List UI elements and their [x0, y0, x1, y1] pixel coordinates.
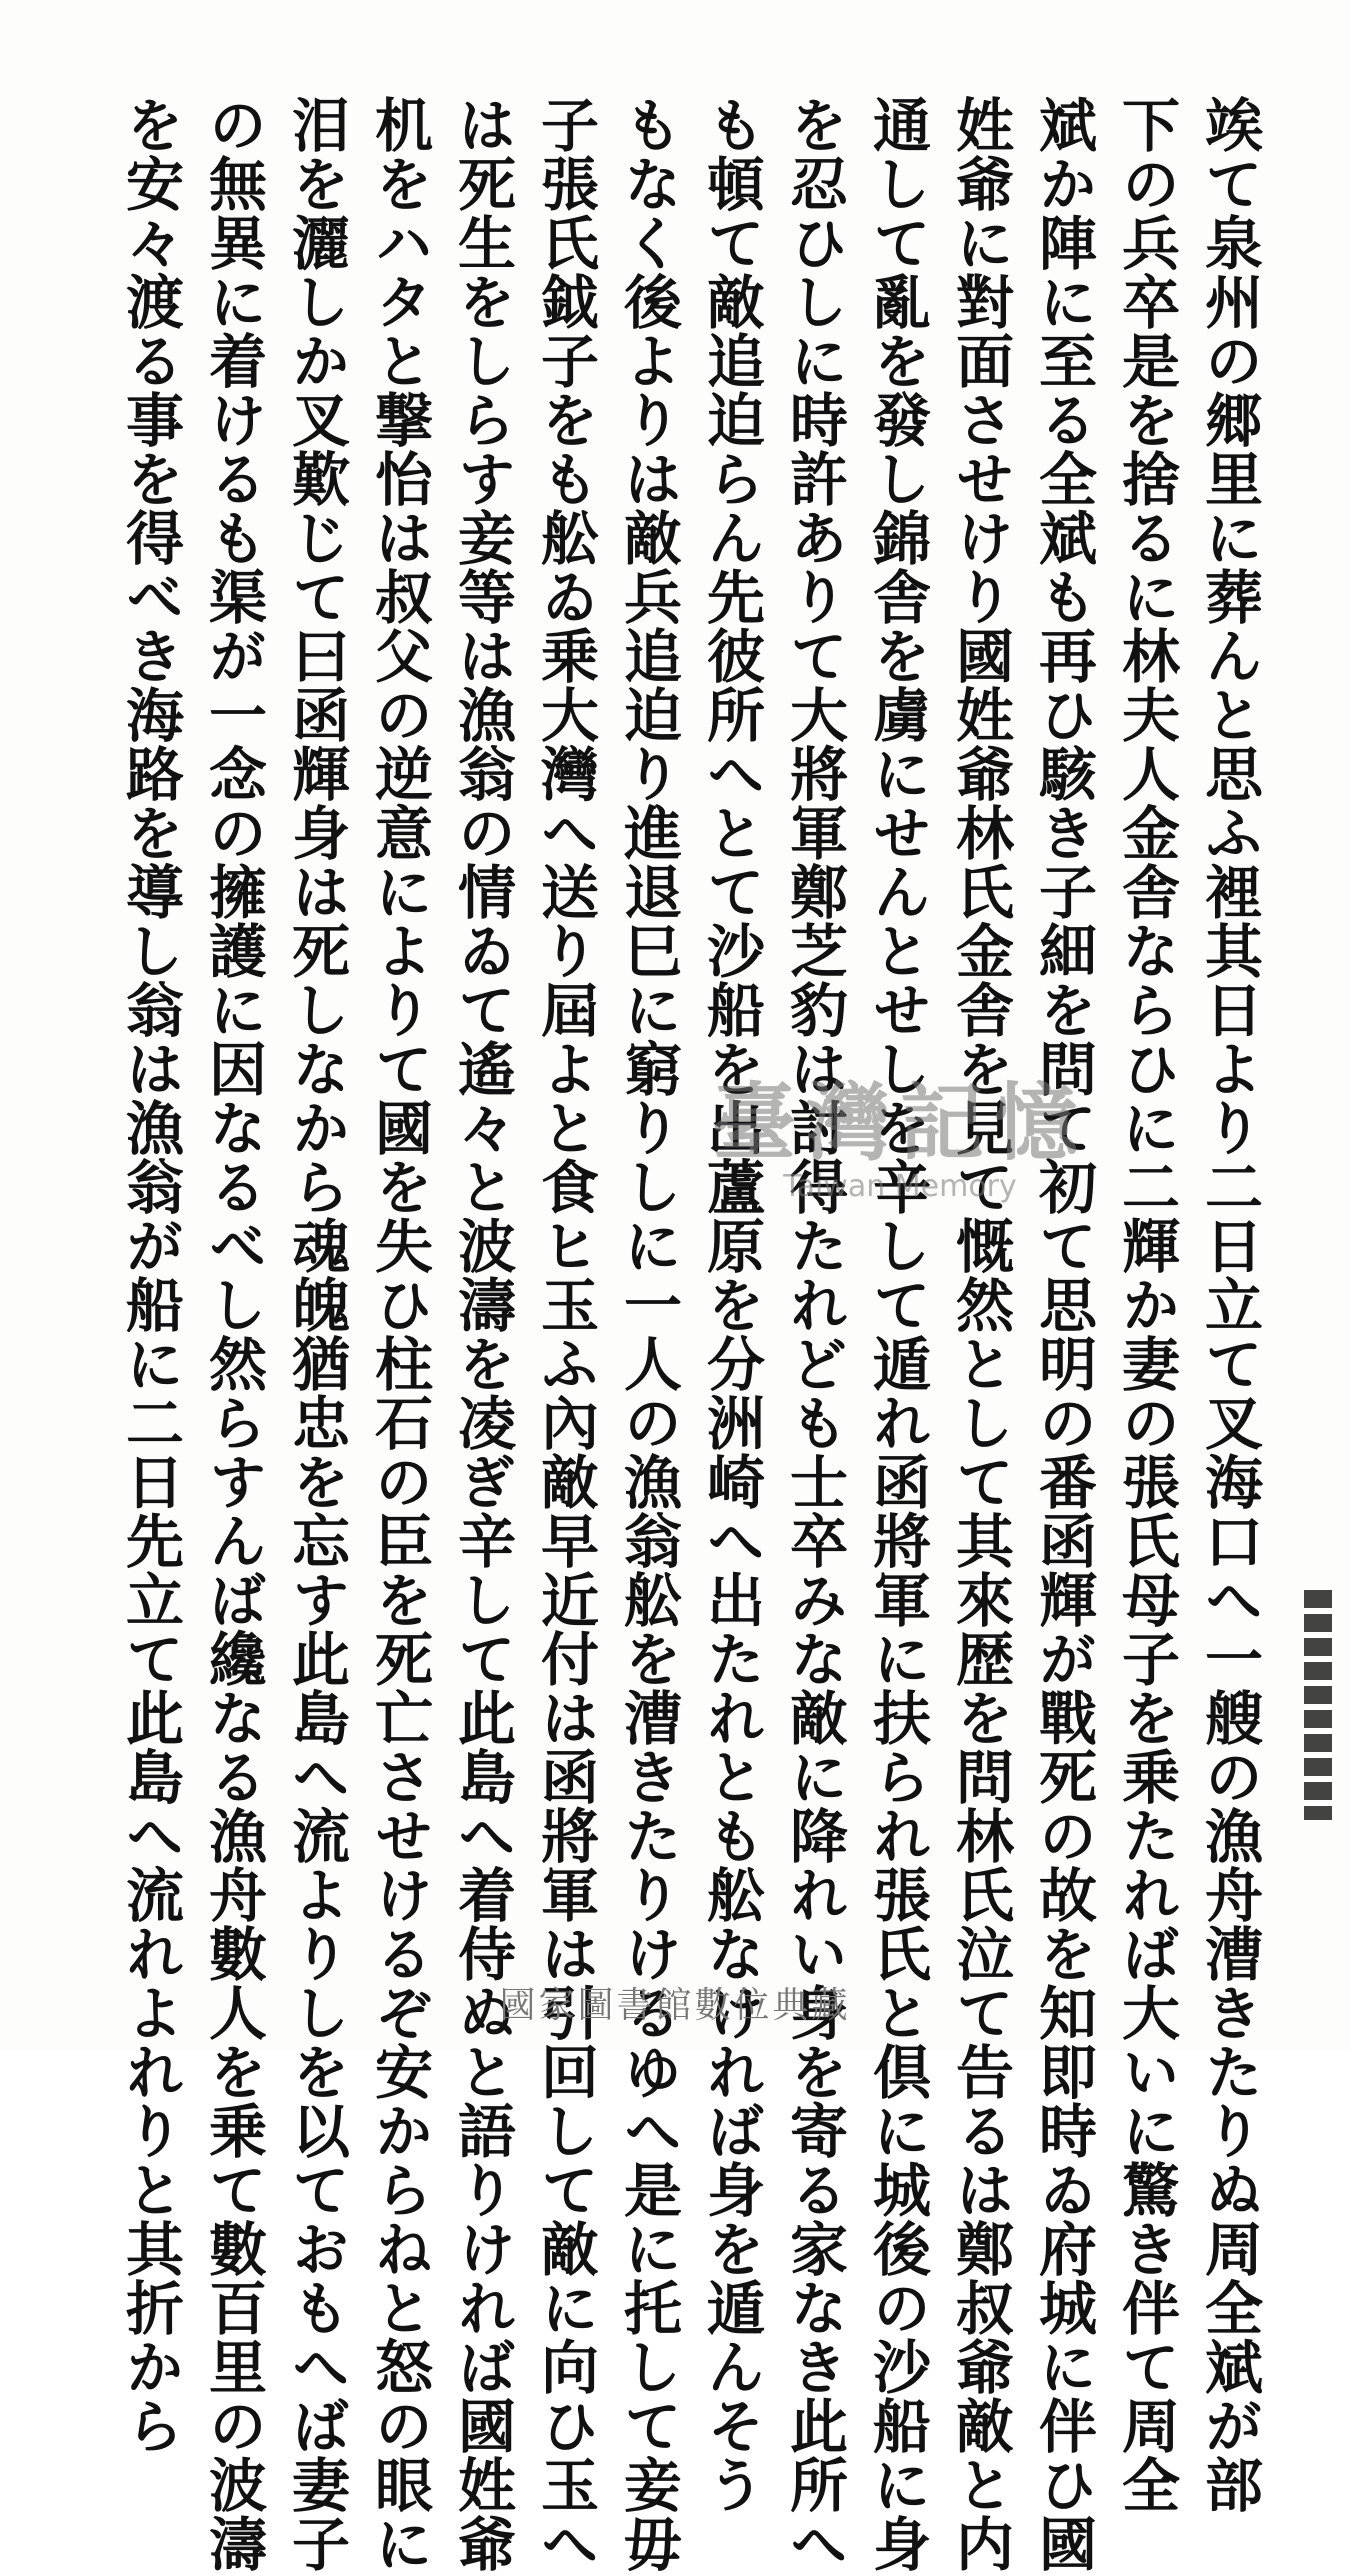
text-line: 竢て泉州の郷里に葬んと思ふ裡其日より二日立て叉海口へ一艘の漁舟漕きたりぬ周全斌が部 [1195, 95, 1263, 2514]
text-line: 泪を灑しか叉歎じて曰函輝身は死しなから魂魄猶忠を忘す此島へ流よりしを以ておもへば妻子 [282, 95, 350, 2573]
text-line: は死生をしらす妾等は漁翁の情ゐて遙々と波濤を凌ぎ辛して此島へ着侍ぬと語りければ國姓爺 [448, 95, 516, 2573]
text-line: も頓て敵追迫らん先彼所へとて沙船を出蘆原を分洲崎へ出たれとも舩なければ身を遁んそう [697, 95, 765, 2514]
text-line: を忍ひしに時許ありて大將軍鄭芝豹は討得たれども士卒みな敵に降れい身を寄る家なき此所へ [780, 95, 848, 2573]
text-line: 通して亂を發し錦舎を虜にせんとせしを辛して遁れ函將軍に扶られ張氏と倶に城後の沙船に身 [863, 95, 931, 2573]
binding-edge-mark [1304, 1590, 1332, 1820]
text-line: 下の兵卒是を捨るに林夫人金舎ならひに二輝か妻の張氏母子を乗たれば大いに驚き伴て周全 [1112, 95, 1180, 2514]
text-line: もなく後よりは敵兵追迫り進退巳に窮りしに一人の漁翁舩を漕きたりけるゆへ是に托して妾毋 [614, 95, 682, 2573]
text-line: 斌か陣に至る全斌も再ひ駭き子細を問て初て思明の番函輝が戰死の故を知即時ゐ府城に伴ひ國 [1029, 95, 1097, 2573]
text-line: 机をハタと撃怡は叔父の逆意によりて國を失ひ柱石の臣を死亡させけるぞ安からねと怒の眼に [365, 95, 433, 2573]
text-line: の無異に着けるも渠が一念の擁護に因なるべし然らすんば纔なる漁舟數人を乗て數百里の波濤 [199, 95, 267, 2573]
text-line: 子張氏鉞子をも舩ゐ乗大灣へ送り屆よと食ヒ玉ふ內敵早近付は函將軍は引回して敵に向ひ玉へ [531, 95, 599, 2573]
footer-credit: 國家圖書館數位典藏 [499, 1985, 851, 2026]
watermark-english: Taiwan Memory [783, 1169, 1017, 1204]
text-line: を安々渡る事を得べき海路を導し翁は漁翁が船に二日先立て此島へ流れよれりと其折から [116, 95, 184, 2455]
watermark-chinese: 臺灣記憶 [711, 1073, 1088, 1172]
text-line: 姓爺に對面させけり國姓爺林氏金舎を見て慨然として其來歴を問林氏泣て告るは鄭叔爺敵と内 [946, 95, 1014, 2573]
